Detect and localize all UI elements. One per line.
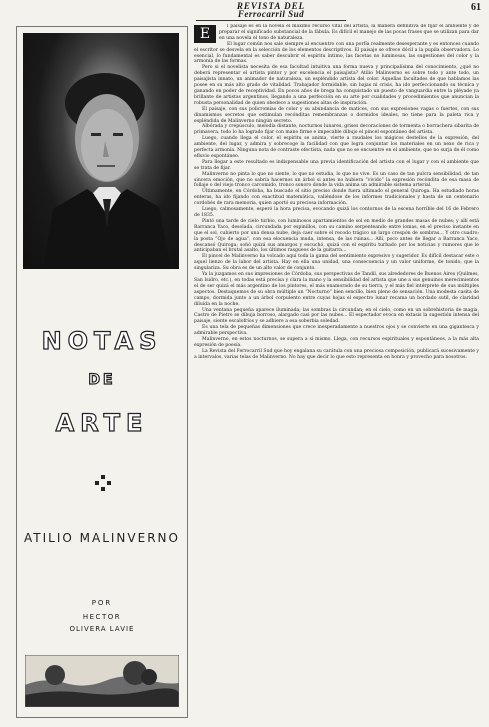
subject-name: ATILIO MALINVERNO (24, 531, 180, 545)
article-paragraph: Malinverno, en estos nocturnos, se supera a sí mismo. Llega, con recursos espirituales y espontáneos, a la más alta expresión de poesía. (194, 337, 479, 348)
article-paragraph: Últimamente, en Córdoba, ha buscado el sitio preciso donde fuera ultimado el general Quiroga. Ha estudiado horas enteras, ha ido fijando con exactitud matemática, valiéndose de los informes tradicionales y hasta de un centenario cordobés de rara memoria, quien aportó su preciosa información. (194, 189, 479, 207)
article-paragraph: El lugar común nos sale siempre al encuentro con una porfía realmente desesperante y es entonces cuando el escritor se desvela en la selección de los elementos descriptivos. El paisaje se ofrece dócil a la pupila observadora. Lo esencial, lo fundamental es saber descubrir el espíritu íntimo, las facetas no luminosas, las sugestiones del color y la armonía de las formas. (194, 41, 479, 65)
article-paragraph: El paisaje, con sus policromías de color y su abundancia de matices, con sus expresiones vagas o fuertes, con sus dinamismos secretos que estimulan recónditas remembranzas o dormidos ideales, no tiene para la paleta rica y espléndida de Malinverno ningún secreto. (194, 106, 479, 124)
article-paragraph: Luego, cuando llega el color, el espíritu se anima, vierte a raudales los mágicos destellos de la expresión, del ambiente, del lugar, y admira y sobrecoge la facilidad con que logra conjuntar los materiales en un nexo de rica y perfecta armonía. Ninguna nota de contraste efectista, nada que no se encuentre en el ambiente, que no surja de él como efluvio espontáneo. (194, 136, 479, 159)
article-paragraph: La Revista del Ferrocarril Sud que hoy engalana su carátula con una preciosa composición, publicará sucesivamente y a intervalos, varias telas de Malinverno. No hay que decir lo que esto representa en honra y provecho para nosotros. (194, 348, 479, 360)
article-paragraph: El pincel de Malinverno ha volcado aquí toda la gama del sentimiento expresivo y sugeridor. Es difícil destacar este o aquel lienzo de la labor del artista. Hay en ella una unidad, una consecuencia y un valor uniforme, de tonido, que la singulariza. Su obra es de un alto valor de conjunto. (194, 254, 479, 272)
masthead (196, 2, 346, 18)
title-de: DE (88, 372, 116, 388)
left-column (16, 26, 188, 718)
author-last-name: OLIVERA LAVIE (69, 625, 135, 633)
masthead-line2: Ferrocarril Sud (237, 9, 305, 19)
drop-cap: E (194, 25, 216, 43)
article-paragraph: Luego, calmosamente, esperó la hora precisa, evocando quizá los contornos de la escena horrible del 16 de Febrero de 1835. (194, 207, 479, 218)
masthead-line1: REVISTA DEL (236, 1, 306, 11)
article-paragraph: Pero si el novelista necesita de esa facultad intuitiva una forma nueva y principalísima del conocimiento, ¿qué no deberá representar el artista pintor y por excelencia el paisajista? Atilio Malinverno es sobre todo y ante todo, un paisajista innato, un animador de naturaleza, un espléndido artista del color. Aquellas facultades de que hablamos las posee en su más alto grado de vitalidad. Trabajador formidable, sin bajas ni crisis, ha ido perfeccionando su técnica y ganando en poder de receptividad. En pocos años de brega ha conquistado un puesto de vanguardia entre la pléyade ya brillante de artistas argentinos, llegando a una perfección en su arte por cualidades y procedimientos que anuncian la robusta personalidad de quien obedece a sugestiones altas de inspiración. (194, 65, 479, 106)
portrait-photo (23, 33, 179, 269)
page-number: 61 (471, 2, 481, 13)
article-paragraph: Albórada y crepúsculo, melodía distante, nocturnos lunares, grises decoraciones de tormenta o borrachera sibarita de primavera, todo lo ha logrado fijar con mano firme e impecable dibujo el pincel espontáneo del artista. (194, 124, 479, 136)
portrait-illustration (23, 33, 179, 269)
masthead-rule (196, 20, 346, 21)
article-body (194, 24, 479, 724)
article-paragraph: Ya la juzgamos en sus impresiones de Córdoba, sus perspectivas de Tandil, sus alrededores de Buenos Aires (Quilmes, San Isidro, etc.), en todas está precisa y clara la mano y la sensibilidad del artista que une a sus genuinos merecimientos el de ser quizá el más argentino de los pintores, el más enamorado de su tierra, y el más fiel intérprete de sus múltiples aspectos. Destaquemos de su obra múltiple un “Nocturno” bien sencillo, bien pleno de sensación. Una modesta casita de campo, dormida junto a un árbol corpulento entre cuyas hojas el espectro lunar recama un bordado sutil, de claridad diluída en la noche. (194, 272, 479, 307)
byline-por: POR (91, 599, 113, 607)
article-paragraph: l paisaje es en la novela el máximo recurso vital del artista, la manera definitiva de fijar el ambiente y de preparar el significado substancial de la fábula. Es difícil el manejo de las pocas frases que se utilizan para dar en una novela el tono de naturaleza. (219, 24, 479, 41)
article-paragraph: Una ventana pequeña aparece iluminada; las sombras la circundan; en el cielo, como en un sobrehistoria de magia, Castro de Pietro se dibuja borroso, alargado casi por las nubes... El espectador evoca en éxtasis la sugestión intensa del paisaje, siente escalofríos y se adhiere a esa soberbia soledad. (194, 307, 479, 325)
article-paragraph: Malinverno no pinta lo que no siente, lo que no estudia, lo que no vive. Es un caso de tan pulcra sensibilidad, de tan sincera emoción, que no sabría hacernos un árbol si antes no hubiera “vivido” la expresión recóndita de esa masa de follaje o del viejo tronco carcomido, tronco sonoro donde la vida anima un admirable sistema arterial. (194, 171, 479, 189)
title-notas: NOTAS (41, 327, 163, 355)
diamond-ornament-icon (95, 475, 111, 491)
landscape-vignette (25, 655, 179, 707)
title-arte: ARTE (55, 409, 149, 437)
author-first-name: HECTOR (82, 613, 122, 621)
article-paragraph: Para llegar a este resultado es indispensable una previa identificación del artista con el lugar y con el ambiente que se trata de fijar. (194, 159, 479, 171)
article-paragraph: Pintó una tarde de cielo turbio, con luminosos apartamientos de sol en medio de grandes masas de nubes; y allí está Barranca Yaco, desolada, circundada por espinillos, con su camino serpenteando entre lomas, en el preciso instante en que el sol, cubierto por una densa nube, deja caer sobre el recodo trágico un largo crespón de sombras... Y otro cuadro: la posta “Ojo de agua”, con esa elocuencia muda, intensa, de las ruinas... Allí, poco antes de llegar a Barranca Yaco, descansó Quiroga; soñó quizá sus amargos y escuchó, quizá con el espíritu turbado por los noticias y rumores que le anticipaban el brutal asalto, los últimos rasgueos de la guitarra... (194, 218, 479, 254)
article-paragraph: Es una tela de pequeñas dimensiones que crece inesperadamente a nuestros ojos y se convierte en una gigantesca y admirable perspectiva. (194, 325, 479, 337)
